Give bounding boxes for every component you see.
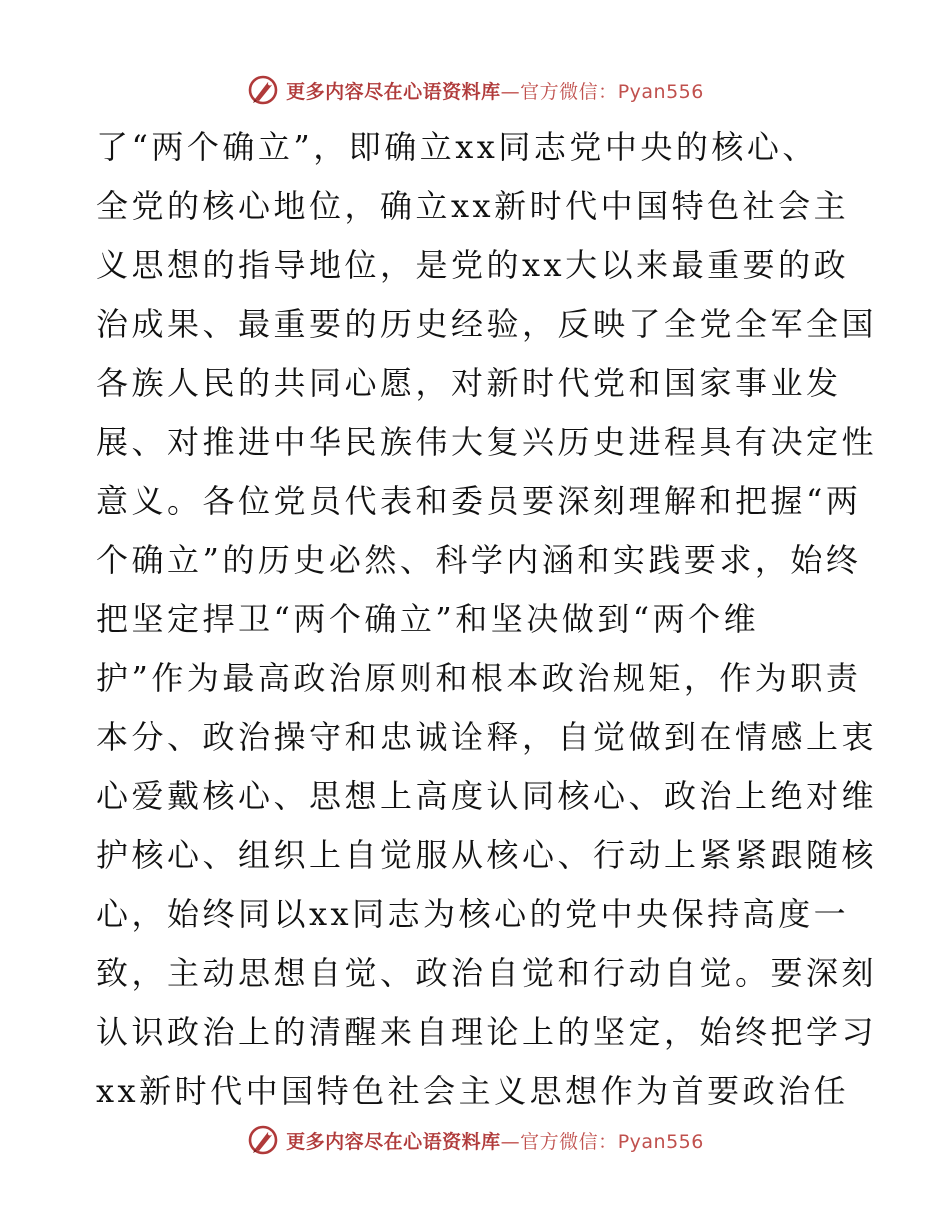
body-line: 各族人民的共同心愿，对新时代党和国家事业发	[96, 364, 842, 402]
pen-circle-logo-icon	[246, 1123, 280, 1157]
header-account: Pyan556	[617, 80, 704, 103]
footer-official-label: 官方微信：	[520, 1130, 618, 1153]
body-line: 心爱戴核心、思想上高度认同核心、政治上绝对维	[96, 777, 878, 815]
header-brand: 更多内容尽在心语资料库	[286, 80, 501, 103]
footer-brand: 更多内容尽在心语资料库	[286, 1130, 501, 1153]
body-line: 致，主动思想自觉、政治自觉和行动自觉。要深刻	[96, 954, 878, 992]
footer-banner	[0, 1120, 950, 1160]
body-line: 意义。各位党员代表和委员要深刻理解和把握“两	[96, 482, 862, 520]
header-separator: —	[500, 80, 521, 103]
body-line: 护”作为最高政治原则和根本政治规矩，作为职责	[96, 659, 862, 697]
header-official-label: 官方微信：	[520, 80, 618, 103]
footer-account: Pyan556	[617, 1130, 704, 1153]
body-line: 展、对推进中华民族伟大复兴历史进程具有决定性	[96, 423, 878, 461]
body-line: 治成果、最重要的历史经验，反映了全党全军全国	[96, 305, 878, 343]
footer-text	[286, 1127, 704, 1154]
body-line: 护核心、组织上自觉服从核心、行动上紧紧跟随核	[96, 836, 878, 874]
footer-separator: —	[500, 1130, 521, 1153]
body-line: xx新时代中国特色社会主义思想作为首要政治任	[96, 1072, 850, 1110]
body-line: 全党的核心地位，确立xx新时代中国特色社会主	[96, 187, 850, 225]
body-line: 个确立”的历史必然、科学内涵和实践要求，始终	[96, 541, 862, 579]
body-line: 本分、政治操守和忠诚诠释，自觉做到在情感上衷	[96, 718, 878, 756]
document-body	[96, 118, 878, 1121]
header-text	[286, 77, 704, 104]
body-line: 把坚定捍卫“两个确立”和坚决做到“两个维	[96, 600, 760, 638]
pen-circle-logo-icon	[246, 73, 280, 107]
header-banner	[0, 70, 950, 110]
body-line: 了“两个确立”，即确立xx同志党中央的核心、	[96, 128, 818, 166]
body-line: 认识政治上的清醒来自理论上的坚定，始终把学习	[96, 1013, 878, 1051]
body-line: 心，始终同以xx同志为核心的党中央保持高度一	[96, 895, 850, 933]
body-line: 义思想的指导地位，是党的xx大以来最重要的政	[96, 246, 850, 284]
